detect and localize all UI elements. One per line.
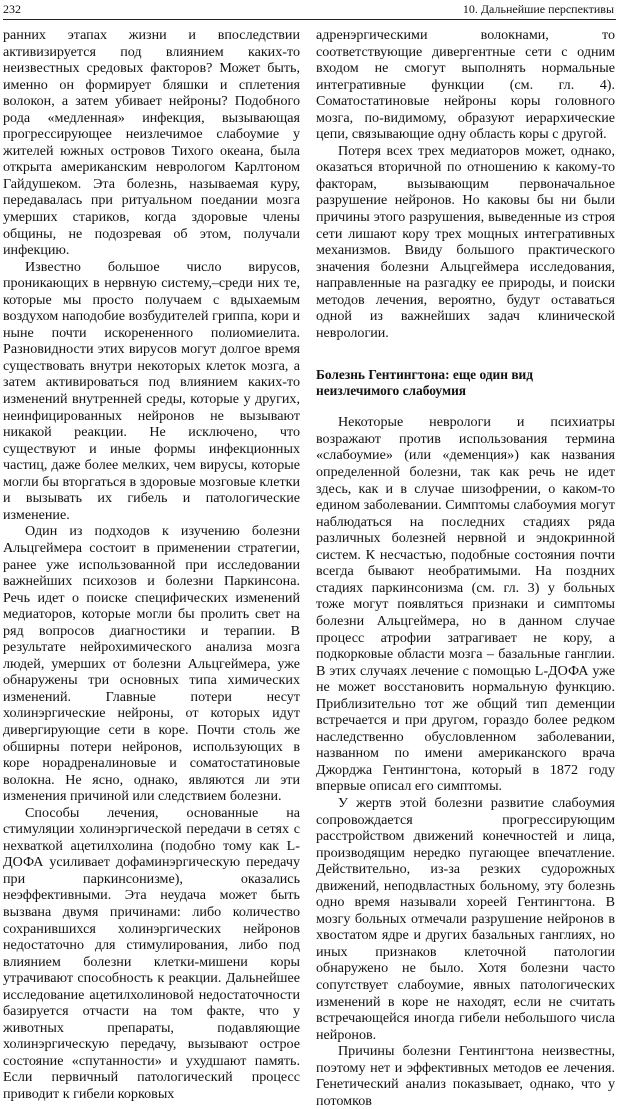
paragraph: Способы лечения, основанные на стимуляции холинэргической передачи в сетях с нехваткой ацетилхолина (подобно тому как L-ДОФА усиливает дофаминэргическую передачу при паркинсонизме), оказались неэффективными. Эта неудача может быть вызвана двумя причинами: либо количество сохранившихся холинэргических нейронов недостаточно для стимулирования, либо под влиянием болезни клетки-мишени коры утрачивают способность к реакции. Дальнейшее исследование ацетилхолиновой недостаточности базируется отчасти на том факте, что у животных препараты, подавляющие холинэргическую передачу, вызывают острое состояние «спутанности» и ухудшают память. Если первичный патологический процесс приводит к гибели корковых [3,804,300,1102]
paragraph: ранних этапах жизни и впоследствии активизируется под влиянием каких-то неизвестных средовых факторов? Может быть, именно он формирует бляшки и сплетения волокон, а затем убивает нейроны? Подобного рода «медленная» инфекция, вызывающая прогрессирующее неизлечимое слабоумие у жителей южных островов Тихого океана, была открыта американским неврологом Карлтоном Гайдушеком. Эта болезнь, называемая куру, передавалась при ритуальном поедании мозга умерших стариков, когда здоровые члены общины, не подозревая об этом, получали инфекцию. [3,27,300,259]
header-rule [3,19,616,20]
paragraph: Причины болезни Гентингтона неизвестны, поэтому нет и эффективных методов ее лечения. Генетический анализ показывает, однако, что у потомков [316,1043,615,1109]
paragraph: Один из подходов к изучению болезни Альцгеймера состоит в применении стратегии, ранее уже использованной при исследовании важнейших психозов и болезни Паркинсона. Речь идет о поиске специфических изменений медиаторов, которые могли бы пролить свет на ряд вопросов диагностики и терапии. В результате нейрохимического анализа мозга людей, умерших от болезни Альцгеймера, уже обнаружены три основных типа химических изменений. Главные потери несут холинэргические нейроны, от которых идут дивергирующие сети в коре. Почти столь же обширны потери нейронов, использующих в коре норадреналиновые и соматостатиновые волокна. Не ясно, однако, являются ли эти изменения причиной или следствием болезни. [3,523,300,805]
page-number: 232 [3,2,21,16]
running-header: 10. Дальнейшие перспективы [462,2,614,16]
paragraph: У жертв этой болезни развитие слабоумия сопровождается прогрессирующим расстройством движений конечностей и лица, производящим нередко пугающее впечатление. Действительно, из-за резких судорожных движений, неподвластных больному, эту болезнь одно время называли хореей Гентингтона. В мозгу больных отмечали разрушение нейронов в хвостатом ядре и других базальных ганглиях, но иных признаков клеточной патологии обнаружено не было. Хотя болезни часто сопутствует слабоумие, явных патологических изменений в коре не находят, если не считать встречающейся иногда гибели небольшого числа нейронов. [316,794,615,1043]
paragraph: адренэргическими волокнами, то соответствующие дивергентные сети с одним входом не смогут выполнять нормальные интегративные функции (см. гл. 4). Соматостатиновые нейроны коры головного мозга, по-видимому, образуют иерархические цепи, связывающие одну область коры с другой. [316,27,615,143]
section-heading: Болезнь Гентингтона: еще один вид неизлечимого слабоумия [316,367,534,399]
right-column [316,27,615,1109]
paragraph: Потеря всех трех медиаторов может, однако, оказаться вторичной по отношению к какому-то факторам, вызывающим первоначальное разрушение нейронов. Но каковы бы ни были причины этого разрушения, выведенные из строя сети лишают кору трех мощных интегративных механизмов. Ввиду большого практического значения болезни Альцгеймера исследования, направленные на разгадку ее природы, и поиски методов лечения, вероятно, будут оставаться одной из важнейших задач клинической неврологии. [316,142,615,341]
paragraph: Известно большое число вирусов, проникающих в нервную систему,–среди них те, которые мы просто получаем с вдыхаемым воздухом наподобие возбудителей гриппа, кори и ныне почти искорененного полиомиелита. Разновидности этих вирусов могут долгое время существовать внутри некоторых клеток мозга, а затем активироваться под влиянием каких-то изменений внутренней среды, которые у других, неинфицированных нейронов не вызывают никакой реакции. Не исключено, что существуют и иные формы инфекционных частиц, даже более мелких, чем вирусы, которые могли бы вторгаться в здоровые мозговые клетки и вызывать их гибель и патологические изменение. [3,258,300,523]
paragraph: Некоторые неврологи и психиатры возражают против использования термина «слабоумие» (или «деменция») как названия определенной болезни, так как речь не идет здесь, как и в случае шизофрении, о каком-то едином заболевании. Симптомы слабоумия могут наблюдаться на последних стадиях ряда различных болезней нервной и эндокринной систем. К несчастью, подобные состояния почти всегда бывают необратимыми. На поздних стадиях паркинсонизма (см. гл. 3) у больных тоже могут появляться признаки и симптомы болезни Альцгеймера, но в данном случае процесс атрофии затрагивает не кору, а подкорковые области мозга – базальные ганглии. В этих случаях лечение с помощью L-ДОФА уже не может восстановить нормальную функцию. Приблизительно тот же общий тип деменции встречается и при другом, гораздо более редком наследственно обусловленном заболевании, названном по имени американского врача Джорджа Гентингтона, который в 1872 году впервые описал его симптомы. [316,414,615,795]
left-column [3,27,300,1103]
